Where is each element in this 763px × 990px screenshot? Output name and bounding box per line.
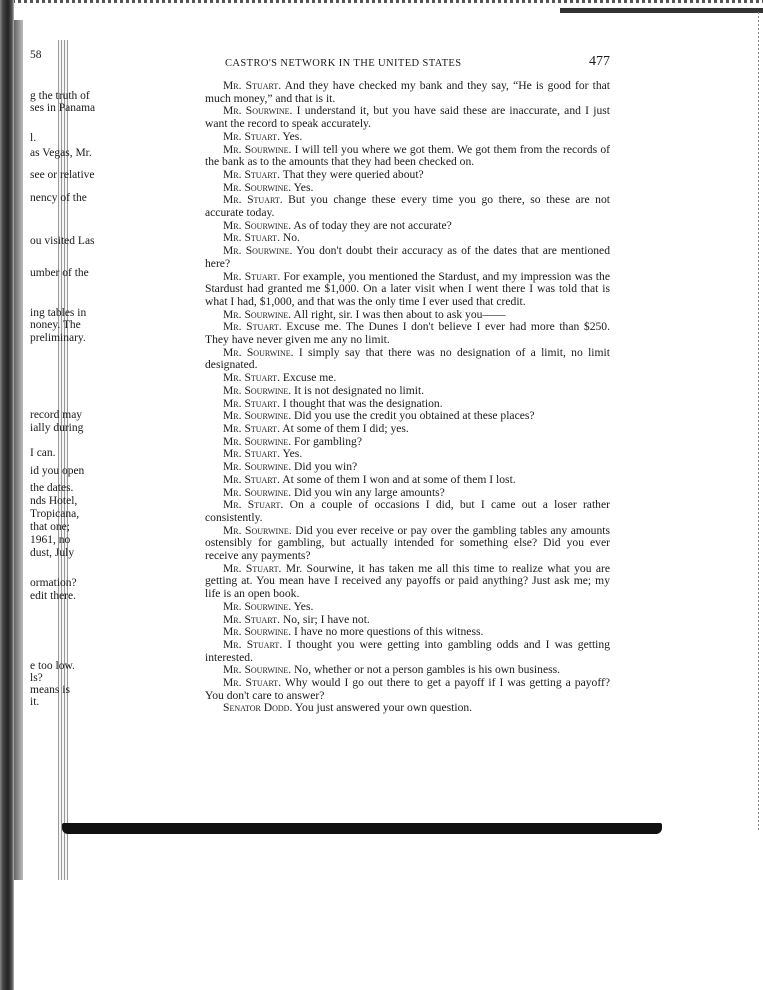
speech-text: Why would I go out there to get a payoff if I was getting a payoff? You don't care to answer?	[205, 676, 610, 702]
speaker-name: Mr. Sourwine.	[223, 599, 292, 613]
transcript-paragraph	[205, 271, 610, 309]
facing-page-fragment: umber of the	[30, 267, 89, 279]
scan-binding-fold	[14, 20, 23, 880]
facing-page-fragment: means is	[30, 684, 70, 696]
transcript-paragraph	[205, 499, 610, 524]
transcript-paragraph	[205, 321, 610, 346]
speech-text: Yes.	[282, 129, 303, 143]
speech-text: That they were queried about?	[282, 167, 424, 181]
transcript-paragraph	[205, 347, 610, 372]
scan-right-edge	[758, 12, 759, 832]
speaker-name: Mr. Stuart.	[223, 371, 280, 385]
speech-text: Excuse me.	[282, 371, 337, 385]
running-head: CASTRO'S NETWORK IN THE UNITED STATES	[225, 58, 462, 69]
speaker-name: Mr. Stuart.	[223, 231, 280, 245]
speaker-name: Mr. Stuart.	[223, 498, 284, 512]
facing-page-fragment: it.	[30, 696, 40, 708]
speaker-name: Mr. Stuart.	[223, 396, 280, 410]
facing-page-fragment: 58	[30, 49, 42, 61]
speech-text: I thought you were getting into gambling odds and I was getting interested.	[205, 637, 610, 664]
speaker-name: Mr. Sourwine.	[223, 180, 292, 194]
transcript-paragraph	[205, 105, 610, 130]
facing-page-fragment: ou visited Las	[30, 235, 95, 247]
speaker-name: Mr. Stuart.	[223, 269, 281, 283]
facing-page-fragment: nency of the	[30, 192, 87, 204]
speech-text: No, whether or not a person gambles is his own business.	[294, 663, 561, 677]
speaker-name: Mr. Sourwine.	[223, 625, 292, 639]
speaker-name: Mr. Sourwine.	[223, 345, 294, 359]
speech-text: Yes.	[282, 447, 303, 461]
speaker-name: Mr. Sourwine.	[223, 142, 292, 156]
facing-page-fragments	[30, 0, 120, 800]
facing-page-fragment: record may	[30, 409, 83, 421]
scan-bottom-shadow	[62, 823, 662, 834]
speaker-name: Mr. Stuart.	[223, 129, 280, 143]
speech-text: All right, sir. I was then about to ask you——	[293, 307, 506, 321]
speech-text: It is not designated no limit.	[294, 383, 425, 397]
speech-text: On a couple of occasions I did, but I came out a loser rather consistently.	[205, 498, 610, 524]
transcript-body	[205, 80, 610, 715]
speech-text: I thought that was the designation.	[282, 396, 443, 410]
speaker-name: Mr. Stuart.	[223, 561, 282, 575]
facing-page-fragment: I can.	[30, 447, 56, 459]
speaker-name: Mr. Stuart.	[223, 637, 283, 651]
speech-text: For example, you mentioned the Stardust, and my impression was the Stardust had granted me $1,000. On a later visit when I went there I was told that is what I had, $1,000, and that was the only time I ever used that credit.	[205, 269, 610, 308]
facing-page-fragment: ormation?	[30, 577, 77, 589]
speaker-name: Mr. Stuart.	[223, 676, 282, 690]
transcript-paragraph	[205, 702, 610, 715]
speech-text: Did you win any large amounts?	[294, 485, 445, 499]
speech-text: Did you use the credit you obtained at these places?	[294, 409, 535, 423]
speaker-name: Mr. Sourwine.	[223, 218, 292, 232]
transcript-paragraph	[205, 677, 610, 702]
facing-page-fragment: ls?	[30, 672, 43, 684]
facing-page-fragment: ing tables in	[30, 307, 87, 319]
facing-page-fragment: preliminary.	[30, 332, 86, 344]
transcript-paragraph	[205, 525, 610, 563]
transcript-paragraph	[205, 144, 610, 169]
speaker-name: Mr. Sourwine.	[223, 663, 292, 677]
speaker-name: Mr. Stuart.	[223, 79, 282, 92]
speaker-name: Mr. Sourwine.	[223, 409, 292, 423]
speech-text: At some of them I won and at some of them I lost.	[282, 472, 516, 486]
speech-text: I have no more questions of this witness.	[294, 625, 484, 639]
speech-text: Yes.	[293, 599, 314, 613]
speech-text: But you change these every time you go there, so these are not accurate today.	[205, 193, 610, 220]
facing-page-fragment: g the truth of	[30, 90, 90, 102]
facing-page-fragment: Tropicana,	[30, 508, 80, 520]
page-number: 477	[589, 54, 610, 69]
speaker-name: Mr. Sourwine.	[223, 383, 292, 397]
speech-text: At some of them I did; yes.	[282, 421, 409, 435]
facing-page-fragment: that one;	[30, 521, 70, 533]
speaker-name: Mr. Sourwine.	[223, 460, 292, 474]
speaker-name: Mr. Stuart.	[223, 320, 282, 334]
speech-text: Yes.	[293, 180, 314, 194]
speech-text: Excuse me. The Dunes I don't believe I ever had more than $250. They have never given me any no limit.	[205, 320, 610, 347]
speech-text: As of today they are not accurate?	[293, 218, 452, 232]
speaker-name: Mr. Stuart.	[223, 421, 280, 435]
transcript-paragraph	[205, 639, 610, 664]
speaker-name: Mr. Sourwine.	[223, 434, 292, 448]
transcript-paragraph	[205, 563, 610, 601]
speaker-name: Mr. Sourwine.	[223, 307, 292, 321]
speaker-name: Mr. Sourwine.	[223, 244, 293, 258]
speaker-name: Mr. Stuart.	[223, 167, 280, 181]
speaker-name: Mr. Stuart.	[223, 612, 280, 626]
transcript-paragraph	[205, 80, 610, 105]
scan-left-edge	[0, 0, 14, 990]
speech-text: I simply say that there was no designation of a limit, no limit designated.	[205, 345, 610, 372]
speaker-name: Mr. Stuart.	[223, 472, 280, 486]
facing-page-fragment: dust, July	[30, 547, 75, 559]
speaker-name: Mr. Sourwine.	[223, 104, 293, 118]
facing-page-fragment: nds Hotel,	[30, 495, 78, 507]
speaker-name: Senator Dodd.	[223, 701, 293, 715]
transcript-paragraph	[205, 245, 610, 270]
transcript-paragraph	[205, 194, 610, 219]
facing-page-fragment: edit there.	[30, 590, 76, 602]
speech-text: You don't doubt their accuracy as of the dates that are mentioned here?	[205, 244, 610, 270]
facing-page-fragment: noney. The	[30, 319, 81, 331]
facing-page-fragment: ially during	[30, 422, 84, 434]
facing-page-fragment: see or relative	[30, 169, 95, 181]
facing-page-fragment: as Vegas, Mr.	[30, 147, 92, 159]
scan-top-shadow	[560, 8, 763, 13]
speech-text: You just answered your own question.	[294, 701, 473, 715]
speaker-name: Mr. Sourwine.	[223, 523, 292, 537]
facing-page-fragment: the dates.	[30, 482, 74, 494]
facing-page-fragment: id you open	[30, 465, 85, 477]
speech-text: I understand it, but you have said these are inaccurate, and I just want the record to speak accurately.	[205, 104, 610, 131]
facing-page-fragment: l.	[30, 132, 37, 144]
facing-page-fragment: ses in Panama	[30, 102, 96, 114]
speech-text: And they have checked my bank and they say, “He is good for that much money,” and that is it.	[205, 79, 610, 105]
facing-page-fragment: 1961, no	[30, 534, 71, 546]
speech-text: Mr. Sourwine, it has taken me all this time to realize what you are getting at. You mean have I received any payoffs or paid anything? Just ask me; my life is an open book.	[205, 561, 610, 601]
speaker-name: Mr. Stuart.	[223, 447, 280, 461]
speech-text: For gambling?	[294, 434, 362, 448]
speech-text: Did you win?	[294, 460, 358, 474]
speech-text: Did you ever receive or pay over the gambling tables any amounts ostensibly for gambling, but actually intended for something else? Did you ever receive any payments?	[205, 523, 611, 563]
facing-page-fragment: e too low.	[30, 660, 75, 672]
speech-text: I will tell you where we got them. We got them from the records of the bank as to the amounts that they had been checked on.	[205, 142, 610, 169]
speech-text: No, sir; I have not.	[282, 612, 370, 626]
page-header	[225, 54, 610, 74]
speech-text: No.	[282, 231, 300, 245]
speaker-name: Mr. Sourwine.	[223, 485, 292, 499]
speaker-name: Mr. Stuart.	[223, 193, 283, 207]
